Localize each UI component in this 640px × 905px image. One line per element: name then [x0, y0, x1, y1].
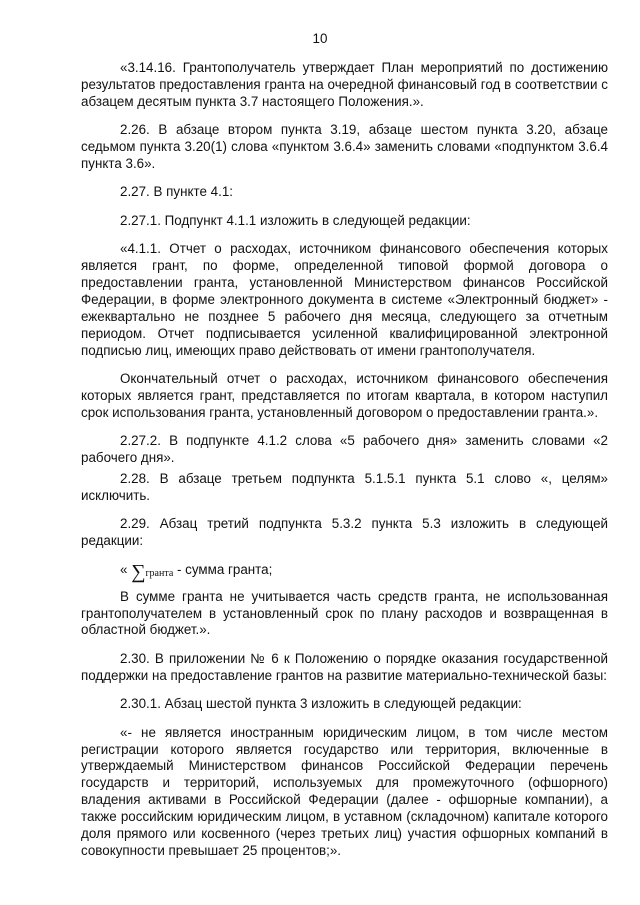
formula-line	[120, 562, 608, 583]
paragraph-grant-sum: В сумме гранта не учитывается часть средств гранта, не использованная грантополучателем в установленный срок по плану расходов и возвращенная в областной бюджет.».	[81, 588, 608, 638]
paragraph-2-26: 2.26. В абзаце втором пункта 3.19, абзаце шестом пункта 3.20, абзаце седьмом пункта 3.20(1) слова «пунктом 3.6.4» заменить словами «подпунктом 3.6.4 пункта 3.6».	[81, 122, 608, 172]
paragraph-2-27-2: 2.27.2. В подпункте 4.1.2 слова «5 рабочего дня» заменить словами «2 рабочего дня».	[81, 433, 608, 466]
formula-text: - сумма гранта;	[173, 561, 273, 577]
paragraph-2-28: 2.28. В абзаце третьем подпункта 5.1.5.1 пункта 5.1 слово «, целям» исключить.	[81, 471, 608, 504]
paragraph-final-report: Окончательный отчет о расходах, источником финансового обеспечения которых является грант, представляется по итогам квартала, в котором наступил срок использования гранта, установленный договором о предоставлении гранта.».	[81, 371, 608, 420]
formula-subscript: гранта	[145, 567, 174, 579]
paragraph-4-1-1: «4.1.1. Отчет о расходах, источником финансового обеспечения которых является грант, по форме, определенной типовой формой договора о предоставлении гранта, установленной Министерством финансов Российской Федерации, в форме электронного документа в системе «Электронный бюджет» - ежеквартально не позднее 5 рабочего дня месяца, следующего за отчетным периодом. Отчет подписывается усиленной квалифицированной электронной подписью лиц, имеющих право действовать от имени грантополучателя.	[81, 241, 608, 358]
paragraph-2-30-1: 2.30.1. Абзац шестой пункта 3 изложить в следующей редакции:	[120, 696, 522, 712]
page-number: 10	[312, 31, 328, 46]
formula-open-quote: «	[120, 561, 128, 577]
paragraph-2-27: 2.27. В пункте 4.1:	[120, 184, 233, 200]
document-body	[81, 60, 608, 871]
paragraph-offshore: «- не является иностранным юридическим лицом, в том числе местом регистрации которого является государство или территория, включенные в утверждаемый Министерством финансов Российской Федерации перечень государств и территорий, используемых для промежуточного (офшорного) владения активами в Российской Федерации (далее - офшорные компании), а также российским юридическим лицом, в уставном (складочном) капитале которого доля прямого или косвенного (через третьих лиц) участия офшорных компаний в совокупности превышает 25 процентов;».	[81, 724, 608, 858]
sigma-symbol: ∑	[131, 560, 146, 583]
paragraph-2-29: 2.29. Абзац третий подпункта 5.3.2 пункта 5.3 изложить в следующей редакции:	[81, 516, 608, 549]
paragraph-2-30: 2.30. В приложении № 6 к Положению о порядке оказания государственной поддержки на предоставление грантов на развитие материально-технической базы:	[81, 650, 608, 683]
paragraph-3-14-16: «3.14.16. Грантополучатель утверждает План мероприятий по достижению результатов предоставления гранта на очередной финансовый год в соответствии с абзацем десятым пункта 3.7 настоящего Положения.».	[81, 60, 608, 109]
paragraph-2-27-1: 2.27.1. Подпункт 4.1.1 изложить в следующей редакции:	[120, 212, 471, 228]
